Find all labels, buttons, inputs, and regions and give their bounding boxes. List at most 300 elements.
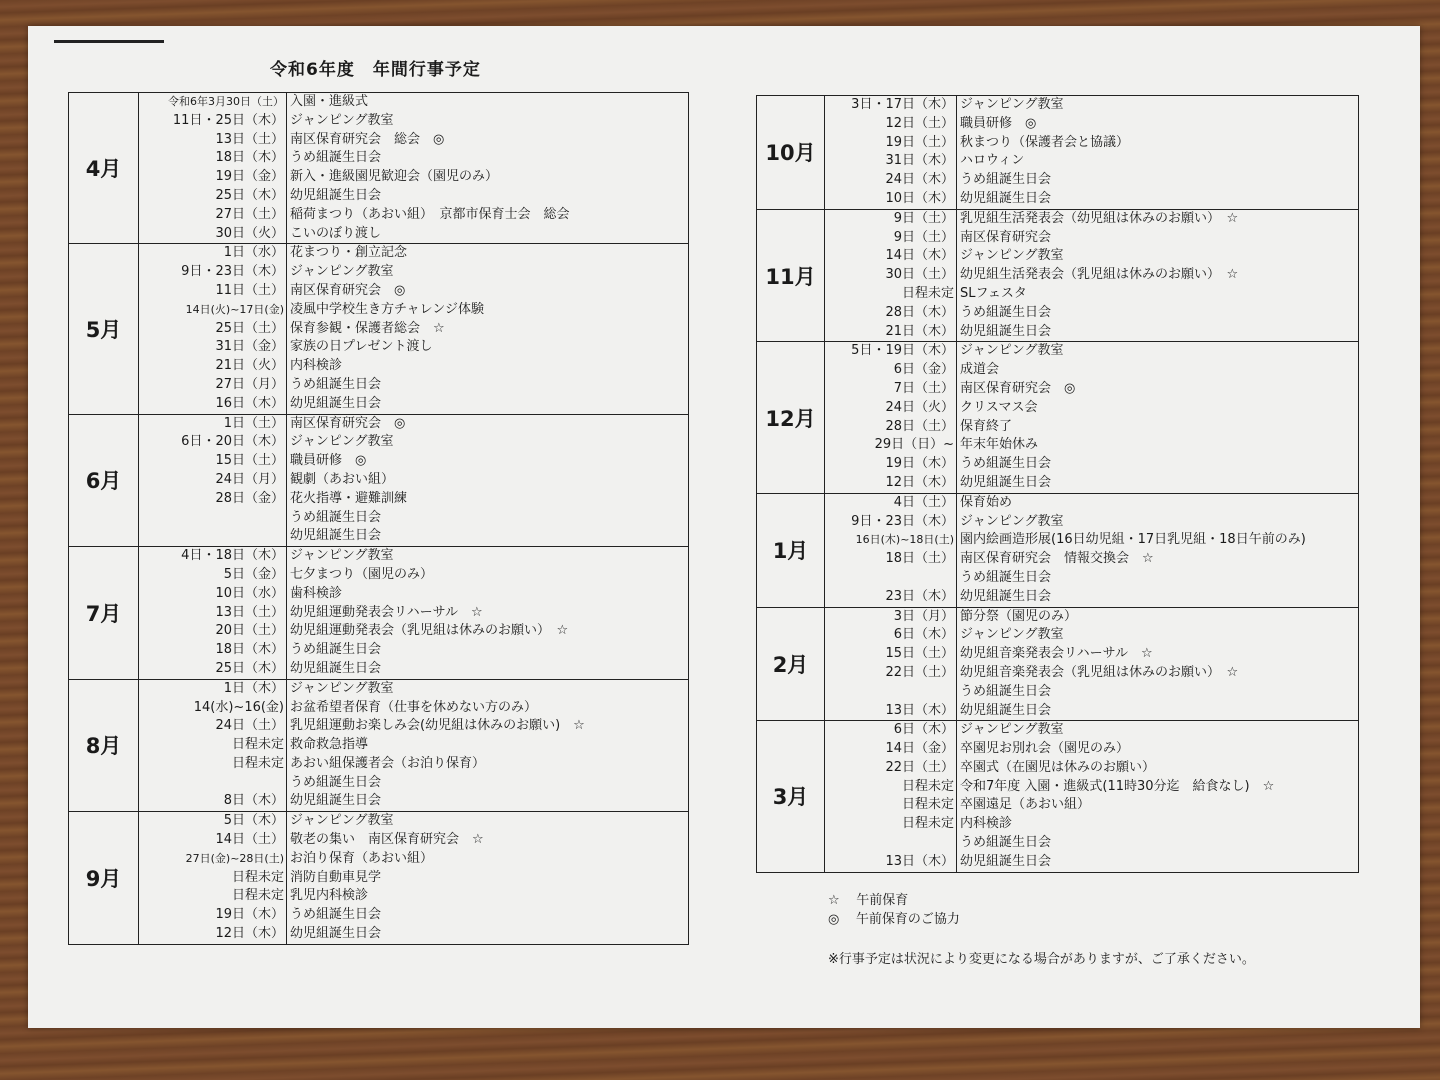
event-name: 入園・進級式 xyxy=(290,94,369,109)
month-label: 11月 xyxy=(757,209,825,342)
event-list xyxy=(825,342,1359,493)
event-date: 令和6年3月30日（土） xyxy=(139,93,287,112)
event-name: 南区保育研究会 ◎ xyxy=(960,380,1076,396)
event-name: 保育参観・保護者総会 ☆ xyxy=(290,320,445,336)
event-name: 新入・進級園児歓迎会（園児のみ） xyxy=(290,169,499,185)
event-date: 13日（土） xyxy=(139,604,287,623)
event-name: 幼児組音楽発表会リハーサル ☆ xyxy=(960,646,1153,662)
event-row xyxy=(139,869,688,888)
top-edge-mark xyxy=(54,40,164,43)
event-name: ジャンピング教室 xyxy=(960,343,1064,359)
event-date xyxy=(139,509,287,528)
event-list xyxy=(139,244,689,414)
event-row xyxy=(139,812,688,831)
event-date: 1日（土） xyxy=(139,415,287,434)
event-row xyxy=(825,455,1358,474)
event-list xyxy=(825,721,1359,872)
event-row xyxy=(139,585,688,604)
event-row xyxy=(139,850,688,869)
event-name: ジャンピング教室 xyxy=(960,627,1064,643)
event-date xyxy=(825,834,957,853)
double-circle-icon: ◎ xyxy=(828,912,840,927)
event-date: 6日・20日（木） xyxy=(139,433,287,452)
month-block xyxy=(757,607,1359,721)
event-name: ジャンピング教室 xyxy=(290,434,394,450)
event-row xyxy=(825,171,1358,190)
event-row xyxy=(139,547,688,566)
event-date: 10日（水） xyxy=(139,585,287,604)
event-row xyxy=(139,717,688,736)
event-row xyxy=(139,774,688,793)
event-date xyxy=(139,527,287,546)
event-row xyxy=(139,887,688,906)
month-block xyxy=(69,244,689,414)
event-row xyxy=(825,418,1358,437)
event-list xyxy=(825,209,1359,342)
event-row xyxy=(139,755,688,774)
event-date: 12日（木） xyxy=(139,925,287,944)
event-row xyxy=(825,134,1358,153)
event-name: うめ組誕生日会 xyxy=(290,642,382,658)
event-name: 消防自動車見学 xyxy=(290,869,382,885)
event-date: 31日（木） xyxy=(825,152,957,171)
month-block xyxy=(69,547,689,680)
event-name: お泊り保育（あおい組） xyxy=(290,850,434,866)
footer-note: ※行事予定は状況により変更になる場合がありますが、ご了承ください。 xyxy=(828,952,1255,967)
event-name: こいのぼり渡し xyxy=(290,225,382,241)
event-date: 15日（土） xyxy=(825,645,957,664)
event-name: 秋まつり（保護者会と協議） xyxy=(960,134,1130,150)
event-date: 24日（木） xyxy=(825,171,957,190)
event-date: 19日（木） xyxy=(139,906,287,925)
event-date: 16日(木)~18日(土) xyxy=(825,531,957,550)
event-date: 30日（火） xyxy=(139,225,287,244)
event-name: 幼児組誕生日会 xyxy=(960,190,1052,206)
event-row xyxy=(139,338,688,357)
event-row xyxy=(825,550,1358,569)
event-row xyxy=(825,702,1358,721)
event-name: うめ組誕生日会 xyxy=(960,304,1052,320)
event-name: ジャンピング教室 xyxy=(960,722,1064,738)
month-label: 5月 xyxy=(69,244,139,414)
event-date: 29日（日）~ xyxy=(825,436,957,455)
event-name: 救命救急指導 xyxy=(290,737,369,753)
event-date: 28日（木） xyxy=(825,304,957,323)
month-label: 8月 xyxy=(69,679,139,812)
event-date: 3日・17日（木） xyxy=(825,96,957,115)
event-date: 7日（土） xyxy=(825,380,957,399)
event-date: 30日（土） xyxy=(825,266,957,285)
legend-star: ☆ 午前保育 xyxy=(828,893,909,908)
event-row xyxy=(825,399,1358,418)
event-row xyxy=(139,660,688,679)
event-name: 七夕まつり（園児のみ） xyxy=(290,566,434,582)
event-name: うめ組誕生日会 xyxy=(960,172,1052,188)
event-date: 14日（木） xyxy=(825,247,957,266)
event-row xyxy=(139,244,688,263)
event-row xyxy=(825,436,1358,455)
event-row xyxy=(825,380,1358,399)
event-row xyxy=(825,608,1358,627)
month-block xyxy=(69,414,689,547)
event-name: うめ組誕生日会 xyxy=(290,774,382,790)
event-name: 花火指導・避難訓練 xyxy=(290,490,408,506)
event-date: 1日（木） xyxy=(139,680,287,699)
month-label: 4月 xyxy=(69,93,139,244)
event-date: 27日（土） xyxy=(139,206,287,225)
event-row xyxy=(139,906,688,925)
event-date: 22日（土） xyxy=(825,664,957,683)
event-date: 24日（火） xyxy=(825,399,957,418)
event-date: 9日（土） xyxy=(825,229,957,248)
event-name: 内科検診 xyxy=(960,816,1013,832)
event-row xyxy=(825,96,1358,115)
event-date: 13日（木） xyxy=(825,702,957,721)
event-row xyxy=(825,853,1358,872)
event-name: 南区保育研究会 ◎ xyxy=(290,415,406,431)
event-date: 27日（月） xyxy=(139,376,287,395)
event-name: 幼児組誕生日会 xyxy=(290,793,382,809)
event-name: 南区保育研究会 xyxy=(960,229,1052,245)
event-date: 12日（土） xyxy=(825,115,957,134)
event-row xyxy=(825,474,1358,493)
event-row xyxy=(139,452,688,471)
month-block xyxy=(757,209,1359,342)
event-date: 18日（木） xyxy=(139,641,287,660)
event-list xyxy=(139,414,689,547)
event-name: 内科検診 xyxy=(290,358,343,374)
month-block xyxy=(757,493,1359,607)
event-row xyxy=(139,149,688,168)
event-row xyxy=(825,664,1358,683)
event-row xyxy=(139,225,688,244)
event-row xyxy=(825,740,1358,759)
event-row xyxy=(825,513,1358,532)
legend-double-circle: ◎ 午前保育のご協力 xyxy=(828,912,960,927)
schedule-sheet xyxy=(28,26,1420,1028)
event-row xyxy=(825,323,1358,342)
event-date: 5日（金） xyxy=(139,566,287,585)
event-name: 花まつり・創立記念 xyxy=(290,245,408,261)
event-date: 14日（金） xyxy=(825,740,957,759)
event-name: SLフェスタ xyxy=(960,285,1027,301)
event-name: うめ組誕生日会 xyxy=(960,569,1052,585)
event-row xyxy=(139,792,688,811)
month-block xyxy=(757,342,1359,493)
event-name: うめ組誕生日会 xyxy=(960,683,1052,699)
event-row xyxy=(139,301,688,320)
event-name: 幼児組誕生日会 xyxy=(960,474,1052,490)
event-date: 6日（金） xyxy=(825,361,957,380)
event-name: 幼児組誕生日会 xyxy=(960,702,1052,718)
event-name: 幼児組誕生日会 xyxy=(290,395,382,411)
event-date: 19日（土） xyxy=(825,134,957,153)
month-label: 12月 xyxy=(757,342,825,493)
event-row xyxy=(825,815,1358,834)
event-row xyxy=(139,320,688,339)
month-block xyxy=(69,679,689,812)
event-row xyxy=(139,206,688,225)
event-row xyxy=(825,152,1358,171)
event-row xyxy=(139,471,688,490)
schedule-table-right xyxy=(756,95,1359,873)
event-date: 18日（木） xyxy=(139,149,287,168)
event-row xyxy=(139,527,688,546)
event-date: 25日（土） xyxy=(139,320,287,339)
event-name: 乳児内科検診 xyxy=(290,888,369,904)
event-name: うめ組誕生日会 xyxy=(290,150,382,166)
event-row xyxy=(825,796,1358,815)
event-list xyxy=(139,679,689,812)
event-name: 卒園式（在園児は休みのお願い） xyxy=(960,759,1156,775)
event-row xyxy=(825,266,1358,285)
event-date: 18日（土） xyxy=(825,550,957,569)
event-date: 15日（土） xyxy=(139,452,287,471)
event-row xyxy=(825,115,1358,134)
month-block xyxy=(757,96,1359,210)
event-name: うめ組誕生日会 xyxy=(290,907,382,923)
event-row xyxy=(139,415,688,434)
event-date: 9日・23日（木） xyxy=(139,263,287,282)
event-row xyxy=(825,342,1358,361)
event-list xyxy=(825,493,1359,607)
event-row xyxy=(139,433,688,452)
event-date: 6日（木） xyxy=(825,721,957,740)
event-row xyxy=(825,834,1358,853)
event-date: 21日（木） xyxy=(825,323,957,342)
event-row xyxy=(825,494,1358,513)
event-row xyxy=(825,285,1358,304)
event-name: 幼児組誕生日会 xyxy=(960,853,1052,869)
event-name: 歯科検診 xyxy=(290,585,343,601)
event-name: 幼児組誕生日会 xyxy=(290,528,382,544)
event-row xyxy=(825,759,1358,778)
event-name: 幼児組誕生日会 xyxy=(290,926,382,942)
event-row xyxy=(825,531,1358,550)
event-date: 20日（土） xyxy=(139,622,287,641)
event-row xyxy=(139,622,688,641)
event-row xyxy=(139,490,688,509)
event-name: 幼児組運動発表会リハーサル ☆ xyxy=(290,604,483,620)
event-date: 31日（金） xyxy=(139,338,287,357)
event-date: 14日(火)~17日(金) xyxy=(139,301,287,320)
event-name: 幼児組運動発表会（乳児組は休みのお願い） ☆ xyxy=(290,623,569,639)
event-row xyxy=(825,210,1358,229)
event-date: 日程未定 xyxy=(139,736,287,755)
event-date: 23日（木） xyxy=(825,588,957,607)
star-icon: ☆ xyxy=(828,893,840,908)
schedule-table-left xyxy=(68,92,689,945)
event-row xyxy=(825,190,1358,209)
event-name: あおい組保護者会（お泊り保育） xyxy=(290,755,486,771)
event-name: ジャンピング教室 xyxy=(290,112,394,128)
event-name: お盆希望者保育（仕事を休めない方のみ） xyxy=(290,699,538,715)
event-row xyxy=(139,831,688,850)
event-name: 南区保育研究会 ◎ xyxy=(290,282,406,298)
event-date: 28日（金） xyxy=(139,490,287,509)
event-name: 節分祭（園児のみ） xyxy=(960,608,1078,624)
month-label: 1月 xyxy=(757,493,825,607)
event-list xyxy=(139,812,689,945)
event-date: 9日（土） xyxy=(825,210,957,229)
event-name: 幼児組生活発表会（乳児組は休みのお願い） ☆ xyxy=(960,267,1239,283)
event-date: 11日（土） xyxy=(139,282,287,301)
event-row xyxy=(825,778,1358,797)
event-date: 13日（木） xyxy=(825,853,957,872)
event-date: 1日（水） xyxy=(139,244,287,263)
event-date: 22日（土） xyxy=(825,759,957,778)
event-list xyxy=(139,93,689,244)
event-row xyxy=(139,699,688,718)
event-date: 6日（木） xyxy=(825,626,957,645)
event-row xyxy=(825,569,1358,588)
event-name: ジャンピング教室 xyxy=(290,680,394,696)
event-date xyxy=(825,683,957,702)
event-date: 日程未定 xyxy=(139,887,287,906)
event-row xyxy=(825,721,1358,740)
event-name: 観劇（あおい組） xyxy=(290,471,395,487)
event-name: 職員研修 ◎ xyxy=(960,115,1037,131)
event-name: ジャンピング教室 xyxy=(960,97,1064,112)
event-date: 21日（火） xyxy=(139,357,287,376)
event-date: 28日（土） xyxy=(825,418,957,437)
event-date: 19日（木） xyxy=(825,455,957,474)
month-label: 2月 xyxy=(757,607,825,721)
event-row xyxy=(139,604,688,623)
month-block xyxy=(69,93,689,244)
event-list xyxy=(139,547,689,680)
month-label: 6月 xyxy=(69,414,139,547)
event-date: 日程未定 xyxy=(825,778,957,797)
event-date xyxy=(825,569,957,588)
month-label: 3月 xyxy=(757,721,825,872)
event-name: 幼児組誕生日会 xyxy=(290,187,382,203)
event-name: 南区保育研究会 情報交換会 ☆ xyxy=(960,551,1154,567)
event-name: 幼児組音楽発表会（乳児組は休みのお願い） ☆ xyxy=(960,664,1239,680)
event-date: 日程未定 xyxy=(825,285,957,304)
event-name: 稲荷まつり（あおい組） 京都市保育士会 総会 xyxy=(290,206,570,222)
event-name: うめ組誕生日会 xyxy=(960,456,1052,472)
event-name: ジャンピング教室 xyxy=(960,248,1064,264)
event-name: 卒園児お別れ会（園児のみ） xyxy=(960,741,1130,757)
event-date: 14(水)~16(金) xyxy=(139,699,287,718)
event-date xyxy=(139,774,287,793)
event-row xyxy=(139,131,688,150)
event-list xyxy=(825,96,1359,210)
event-row xyxy=(825,588,1358,607)
event-date: 日程未定 xyxy=(139,755,287,774)
event-name: 幼児組誕生日会 xyxy=(960,588,1052,604)
event-row xyxy=(139,357,688,376)
event-date: 日程未定 xyxy=(825,815,957,834)
event-date: 5日・19日（木） xyxy=(825,342,957,361)
event-name: 卒園遠足（あおい組） xyxy=(960,797,1091,813)
event-date: 19日（金） xyxy=(139,168,287,187)
event-row xyxy=(139,168,688,187)
event-date: 9日・23日（木） xyxy=(825,513,957,532)
event-name: 敬老の集い 南区保育研究会 ☆ xyxy=(290,832,484,848)
event-date: 16日（木） xyxy=(139,395,287,414)
event-row xyxy=(139,376,688,395)
event-name: ジャンピング教室 xyxy=(290,264,394,280)
event-date: 25日（木） xyxy=(139,187,287,206)
event-date: 日程未定 xyxy=(825,796,957,815)
month-block xyxy=(69,812,689,945)
event-row xyxy=(825,229,1358,248)
event-name: クリスマス会 xyxy=(960,399,1038,415)
event-name: うめ組誕生日会 xyxy=(290,376,382,392)
event-row xyxy=(139,263,688,282)
event-row xyxy=(139,395,688,414)
event-date: 4日・18日（木） xyxy=(139,547,287,566)
event-date: 5日（木） xyxy=(139,812,287,831)
event-date: 11日・25日（木） xyxy=(139,112,287,131)
event-name: 令和7年度 入園・進級式(11時30分迄 給食なし) ☆ xyxy=(960,778,1275,794)
event-row xyxy=(825,361,1358,380)
event-row xyxy=(139,641,688,660)
event-name: 年末年始休み xyxy=(960,437,1039,453)
event-row xyxy=(139,93,688,112)
event-row xyxy=(139,736,688,755)
event-list xyxy=(825,607,1359,721)
event-name: 凌風中学校生き方チャレンジ体験 xyxy=(290,301,484,317)
event-name: 成道会 xyxy=(960,362,1000,378)
event-date: 24日（土） xyxy=(139,717,287,736)
event-date: 24日（月） xyxy=(139,471,287,490)
event-row xyxy=(825,645,1358,664)
event-name: うめ組誕生日会 xyxy=(290,509,382,525)
event-row xyxy=(139,680,688,699)
page-title: 令和6年度 年間行事予定 xyxy=(270,60,481,80)
month-label: 10月 xyxy=(757,96,825,210)
event-row xyxy=(139,112,688,131)
event-row xyxy=(825,626,1358,645)
event-name: ハロウィン xyxy=(960,153,1025,169)
event-date: 10日（木） xyxy=(825,190,957,209)
event-name: うめ組誕生日会 xyxy=(960,835,1052,851)
event-row xyxy=(139,925,688,944)
event-row xyxy=(825,683,1358,702)
event-row xyxy=(139,509,688,528)
event-name: 幼児組誕生日会 xyxy=(960,323,1052,339)
event-row xyxy=(825,247,1358,266)
event-date: 25日（木） xyxy=(139,660,287,679)
month-block xyxy=(757,721,1359,872)
month-label: 7月 xyxy=(69,547,139,680)
event-date: 3日（月） xyxy=(825,608,957,627)
event-date: 4日（土） xyxy=(825,494,957,513)
event-date: 12日（木） xyxy=(825,474,957,493)
event-name: 乳児組生活発表会（幼児組は休みのお願い） ☆ xyxy=(960,210,1239,226)
event-row xyxy=(139,187,688,206)
event-date: 27日(金)~28日(土) xyxy=(139,850,287,869)
event-row xyxy=(139,282,688,301)
event-row xyxy=(139,566,688,585)
event-date: 日程未定 xyxy=(139,869,287,888)
event-row xyxy=(825,304,1358,323)
event-name: 乳児組運動お楽しみ会(幼児組は休みのお願い) ☆ xyxy=(290,718,585,734)
event-date: 8日（木） xyxy=(139,792,287,811)
event-name: 幼児組誕生日会 xyxy=(290,660,382,676)
event-name: ジャンピング教室 xyxy=(960,513,1064,529)
event-name: 園内絵画造形展(16日幼児組・17日乳児組・18日午前のみ) xyxy=(960,532,1306,548)
month-label: 9月 xyxy=(69,812,139,945)
event-date: 13日（土） xyxy=(139,131,287,150)
event-name: 保育終了 xyxy=(960,418,1013,434)
event-name: ジャンピング教室 xyxy=(290,813,394,829)
event-name: 南区保育研究会 総会 ◎ xyxy=(290,131,445,147)
event-name: ジャンピング教室 xyxy=(290,548,394,564)
